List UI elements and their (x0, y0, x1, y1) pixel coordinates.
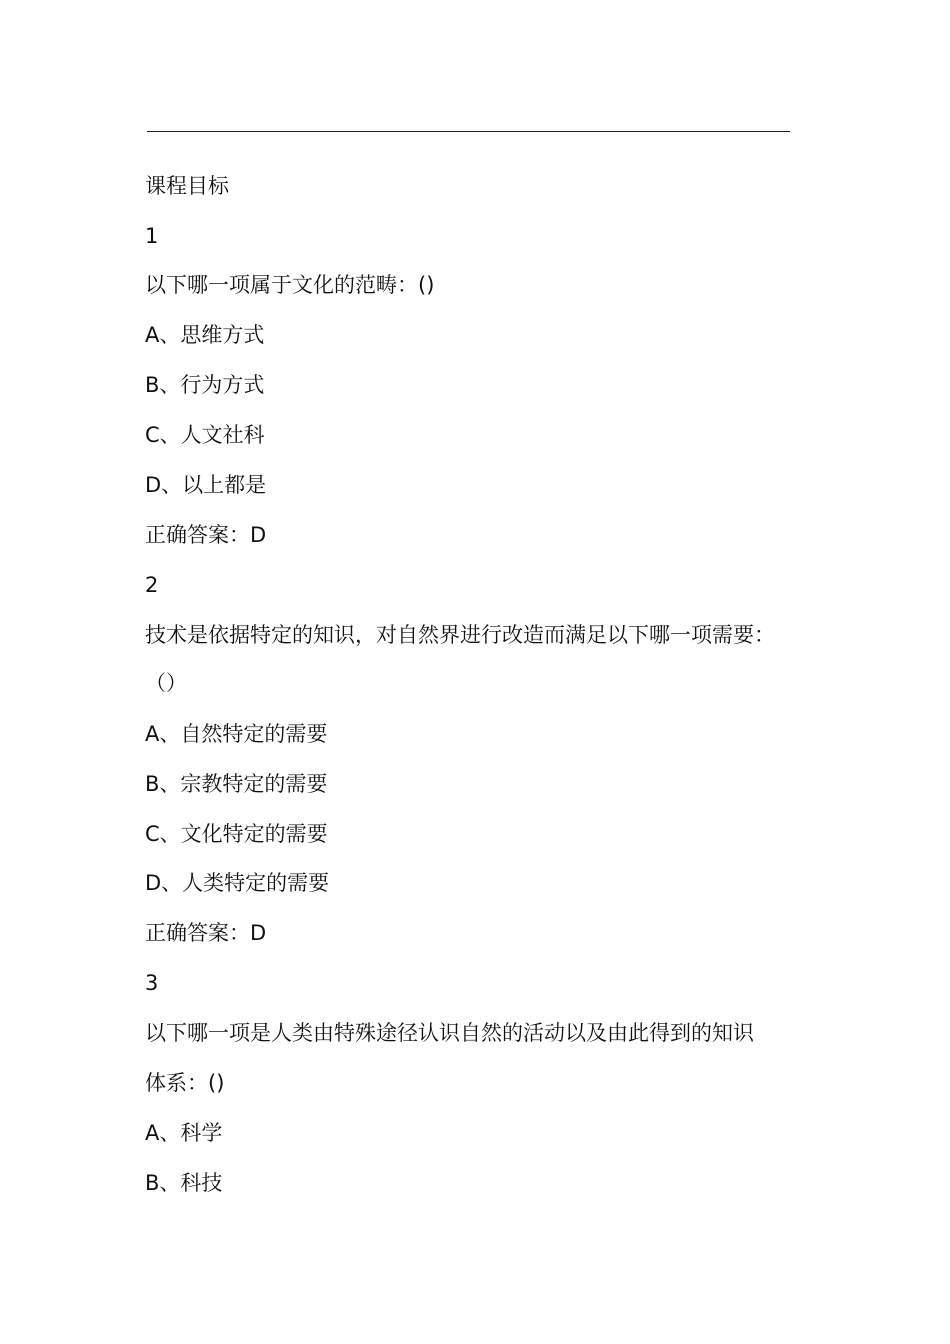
correct-answer: 正确答案：D (145, 523, 267, 547)
option-d: D、以上都是 (145, 473, 267, 497)
option-c: C、人文社科 (145, 423, 265, 447)
option-b: B、科技 (145, 1171, 223, 1195)
question-stem: 以下哪一项是人类由特殊途径认识自然的活动以及由此得到的知识 (145, 1021, 754, 1045)
correct-answer: 正确答案：D (145, 921, 267, 945)
question-stem: 以下哪一项属于文化的范畴：() (145, 273, 435, 297)
option-a: A、思维方式 (145, 323, 265, 347)
question-stem: 技术是依据特定的知识，对自然界进行改造而满足以下哪一项需要： (145, 623, 775, 647)
option-a: A、自然特定的需要 (145, 722, 328, 746)
separator-rule (147, 131, 790, 132)
question-stem-continued: （） (145, 671, 187, 695)
option-d: D、人类特定的需要 (145, 871, 330, 895)
section-title: 课程目标 (145, 174, 229, 198)
question-stem-continued: 体系：() (145, 1071, 225, 1095)
question-number: 3 (145, 971, 159, 995)
option-b: B、行为方式 (145, 373, 265, 397)
option-a: A、科学 (145, 1121, 223, 1145)
question-number: 1 (145, 224, 159, 248)
question-number: 2 (145, 573, 159, 597)
option-c: C、文化特定的需要 (145, 822, 328, 846)
option-b: B、宗教特定的需要 (145, 772, 328, 796)
